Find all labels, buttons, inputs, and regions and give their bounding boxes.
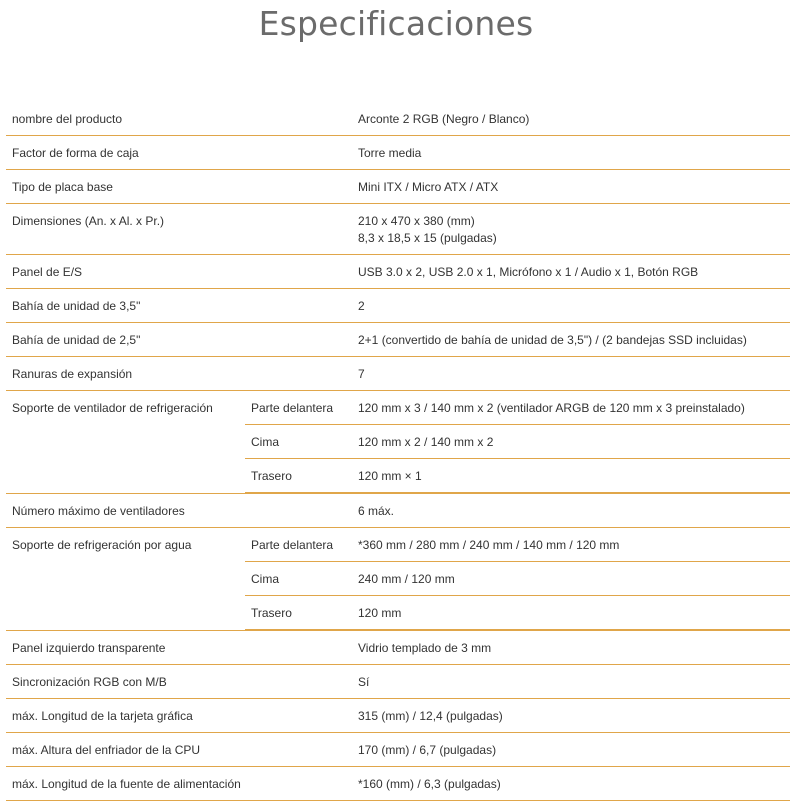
spec-value: USB 3.0 x 2, USB 2.0 x 1, Micrófono x 1 / Audio x 1, Botón RGB [358,265,699,279]
spec-label: Ranuras de expansión [12,367,133,381]
spec-value: 6 máx. [358,504,395,518]
spec-row-rgb-sync [6,665,790,699]
spec-subrow [245,425,790,459]
spec-value: 120 mm x 2 / 140 mm x 2 [358,435,494,449]
spec-label: nombre del producto [12,112,123,126]
spec-value: 2 [358,299,365,313]
spec-label: Dimensiones (An. x Al. x Pr.) [12,214,165,228]
spec-value: *360 mm / 280 mm / 240 mm / 140 mm / 120 mm [358,538,620,552]
spec-subrow [245,459,790,493]
spec-value-line: 8,3 x 18,5 x 15 (pulgadas) [358,231,497,245]
spec-label: máx. Longitud de la tarjeta gráfica [12,709,193,723]
spec-row-motherboard [6,170,790,204]
spec-subrow [245,391,790,425]
spec-value: 315 (mm) / 12,4 (pulgadas) [358,709,503,723]
spec-row-psu-length [6,767,790,801]
spec-row-form-factor [6,136,790,170]
spec-row-expansion [6,357,790,391]
spec-subrow [245,528,790,562]
spec-table [6,102,790,801]
spec-value: Vidrio templado de 3 mm [358,641,492,655]
spec-label: Sincronización RGB con M/B [12,675,167,689]
spec-row-max-fans [6,494,790,528]
spec-value: Arconte 2 RGB (Negro / Blanco) [358,112,530,126]
spec-label: Tipo de placa base [12,180,113,194]
spec-value: 170 (mm) / 6,7 (pulgadas) [358,743,497,757]
spec-sublabel: Parte delantera [251,538,334,552]
spec-label: Panel de E/S [12,265,83,279]
spec-row-bay-25 [6,323,790,357]
spec-row-gpu-length [6,699,790,733]
spec-value: 2+1 (convertido de bahía de unidad de 3,5") / (2 bandejas SSD incluidas) [358,333,747,347]
spec-label: Bahía de unidad de 3,5" [12,299,141,313]
spec-group-water-support [6,528,790,631]
spec-label: máx. Altura del enfriador de la CPU [12,743,201,757]
spec-sublabel: Trasero [251,469,292,483]
spec-subrow [245,596,790,630]
spec-row-cpu-cooler [6,733,790,767]
spec-value: Mini ITX / Micro ATX / ATX [358,180,499,194]
spec-sublabel: Trasero [251,606,292,620]
spec-value: 7 [358,367,365,381]
spec-subrow [245,562,790,596]
page-title: Especificaciones [258,4,534,43]
spec-value: 120 mm x 3 / 140 mm x 2 (ventilador ARGB de 120 mm x 3 preinstalado) [358,401,745,415]
spec-row-bay-35 [6,289,790,323]
spec-label: Bahía de unidad de 2,5" [12,333,141,347]
spec-value [358,213,788,247]
spec-label: máx. Longitud de la fuente de alimentación [12,777,241,791]
spec-value: Torre media [358,146,422,160]
spec-value: 120 mm [358,606,402,620]
spec-value: 120 mm × 1 [358,469,422,483]
spec-value: Sí [358,675,370,689]
spec-group-fan-support [6,391,790,494]
spec-value: *160 (mm) / 6,3 (pulgadas) [358,777,501,791]
spec-sublabel: Cima [251,435,280,449]
spec-sublabel: Parte delantera [251,401,334,415]
spec-label: Soporte de ventilador de refrigeración [12,401,213,415]
spec-row-side-panel [6,631,790,665]
spec-label: Soporte de refrigeración por agua [12,538,192,552]
spec-sublabel: Cima [251,572,280,586]
spec-label: Factor de forma de caja [12,146,139,160]
spec-row-dimensions [6,204,790,255]
spec-label: Número máximo de ventiladores [12,504,185,518]
spec-value-line: 210 x 470 x 380 (mm) [358,214,475,228]
spec-row-product-name [6,102,790,136]
spec-value: 240 mm / 120 mm [358,572,455,586]
spec-label: Panel izquierdo transparente [12,641,166,655]
spec-row-io-panel [6,255,790,289]
